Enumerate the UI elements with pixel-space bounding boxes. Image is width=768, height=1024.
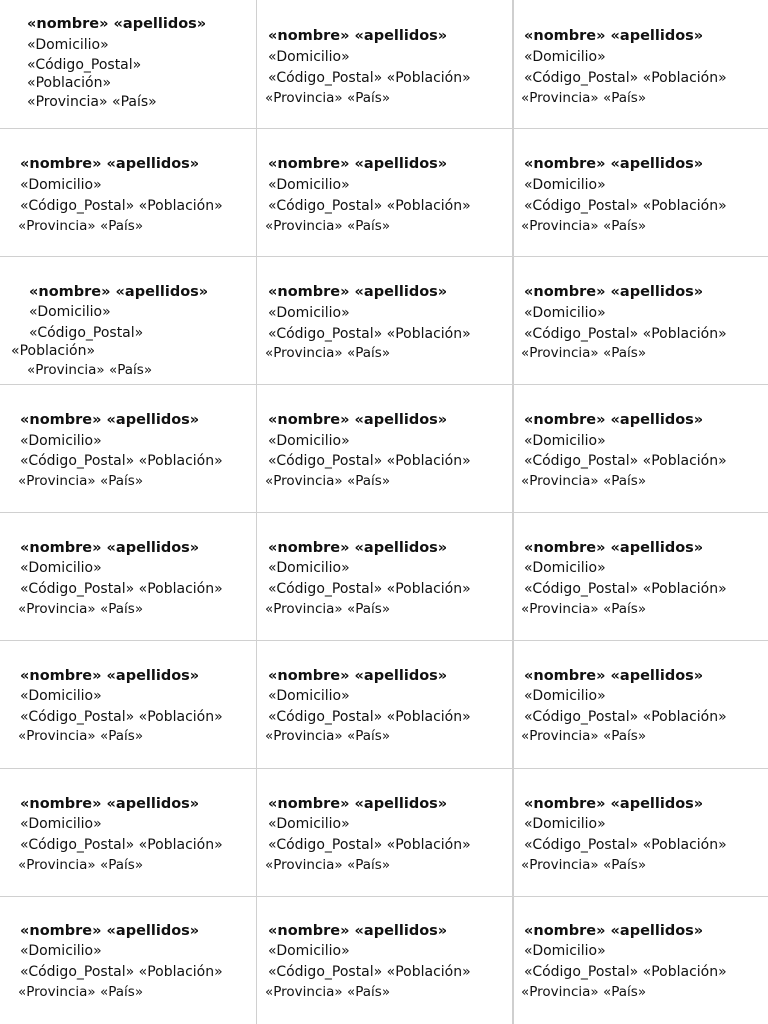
address-street: «Domicilio» [268,49,350,65]
recipient-name: «nombre» «apellidos» [524,412,704,428]
address-province-country: «Provincia» «País» [521,601,647,617]
address-street: «Domicilio» [268,688,350,704]
address-label [0,640,256,768]
address-postal-city: «Código_Postal» «Población» [20,837,223,853]
address-street: «Domicilio» [524,305,606,321]
address-label [0,512,256,640]
address-province-country: «Provincia» «País» [18,601,144,617]
address-street: «Domicilio» [20,688,102,704]
address-province-country: «Provincia» «País» [521,857,647,873]
recipient-name: «nombre» «apellidos» [29,284,209,300]
address-label [256,256,512,384]
address-city: «Población» [27,75,112,91]
address-label [0,0,256,128]
recipient-name: «nombre» «apellidos» [524,540,704,556]
address-label [512,640,768,768]
address-postal-city: «Código_Postal» «Población» [524,709,727,725]
address-street: «Domicilio» [29,304,111,320]
address-label [256,384,512,512]
address-postal-city: «Código_Postal» «Población» [268,837,471,853]
recipient-name: «nombre» «apellidos» [268,284,448,300]
address-province-country: «Provincia» «País» [265,473,391,489]
address-label [0,256,256,384]
recipient-name: «nombre» «apellidos» [524,923,704,939]
address-province-country: «Provincia» «País» [521,345,647,361]
address-province-country: «Provincia» «País» [18,218,144,234]
recipient-name: «nombre» «apellidos» [268,668,448,684]
address-postal-city: «Código_Postal» «Población» [524,198,727,214]
recipient-name: «nombre» «apellidos» [20,923,200,939]
address-province-country: «Provincia» «País» [265,857,391,873]
address-postal-city: «Código_Postal» «Población» [268,453,471,469]
address-street: «Domicilio» [524,688,606,704]
recipient-name: «nombre» «apellidos» [524,28,704,44]
address-street: «Domicilio» [268,305,350,321]
address-province-country: «Provincia» «País» [521,728,647,744]
recipient-name: «nombre» «apellidos» [20,668,200,684]
address-label [512,768,768,896]
address-postal-city: «Código_Postal» «Población» [20,964,223,980]
address-street: «Domicilio» [20,433,102,449]
address-street: «Domicilio» [524,49,606,65]
address-postal-city: «Código_Postal» «Población» [268,581,471,597]
address-postal-city: «Código_Postal» «Población» [268,709,471,725]
address-postal-city: «Código_Postal» «Población» [20,581,223,597]
address-street: «Domicilio» [268,433,350,449]
recipient-name: «nombre» «apellidos» [524,156,704,172]
address-street: «Domicilio» [20,560,102,576]
address-province-country: «Provincia» «País» [18,728,144,744]
address-label [512,256,768,384]
address-label [512,128,768,256]
address-province-country: «Provincia» «País» [265,601,391,617]
address-postal-city: «Código_Postal» «Población» [524,581,727,597]
address-postal-city: «Código_Postal» «Población» [20,453,223,469]
address-street: «Domicilio» [524,177,606,193]
address-province-country: «Provincia» «País» [18,857,144,873]
address-province-country: «Provincia» «País» [18,984,144,1000]
address-label [256,512,512,640]
address-street: «Domicilio» [268,816,350,832]
recipient-name: «nombre» «apellidos» [268,540,448,556]
address-postal-city: «Código_Postal» «Población» [20,709,223,725]
address-province-country: «Provincia» «País» [265,984,391,1000]
address-street: «Domicilio» [20,816,102,832]
recipient-name: «nombre» «apellidos» [20,412,200,428]
address-postal-code: «Código_Postal» [27,57,142,73]
address-label [256,768,512,896]
address-province-country: «Provincia» «País» [18,473,144,489]
address-postal-city: «Código_Postal» «Población» [524,837,727,853]
address-label [512,0,768,128]
address-street: «Domicilio» [268,943,350,959]
recipient-name: «nombre» «apellidos» [20,156,200,172]
address-label [512,512,768,640]
address-label [256,896,512,1024]
address-label [0,384,256,512]
address-postal-city: «Código_Postal» «Población» [524,70,727,86]
address-province-country: «Provincia» «País» [265,728,391,744]
address-label [0,896,256,1024]
address-label [256,0,512,128]
recipient-name: «nombre» «apellidos» [524,668,704,684]
recipient-name: «nombre» «apellidos» [268,156,448,172]
address-street: «Domicilio» [268,560,350,576]
address-province-country: «Provincia» «País» [521,473,647,489]
address-label [512,896,768,1024]
address-province-country: «Provincia» «País» [265,218,391,234]
address-province-country: «Provincia» «País» [265,90,391,106]
address-province-country: «Provincia» «País» [265,345,391,361]
address-street: «Domicilio» [524,816,606,832]
address-province-country: «Provincia» «País» [521,90,647,106]
address-label [256,640,512,768]
recipient-name: «nombre» «apellidos» [268,796,448,812]
address-street: «Domicilio» [268,177,350,193]
address-label [512,384,768,512]
address-street: «Domicilio» [524,433,606,449]
address-label [0,128,256,256]
address-street: «Domicilio» [27,37,109,53]
address-postal-city: «Código_Postal» «Población» [524,453,727,469]
recipient-name: «nombre» «apellidos» [20,796,200,812]
address-province-country: «Provincia» «País» [521,218,647,234]
address-province-country: «Provincia» «País» [27,362,153,378]
address-postal-city: «Código_Postal» «Población» [268,326,471,342]
address-label [256,128,512,256]
address-street: «Domicilio» [20,177,102,193]
address-postal-city: «Código_Postal» «Población» [268,964,471,980]
recipient-name: «nombre» «apellidos» [524,284,704,300]
address-province-country: «Provincia» «País» [27,94,157,110]
address-street: «Domicilio» [524,560,606,576]
address-label [0,768,256,896]
address-postal-city: «Código_Postal» «Población» [524,326,727,342]
address-postal-city: «Código_Postal» «Población» [20,198,223,214]
address-postal-city: «Código_Postal» «Población» [524,964,727,980]
address-province-country: «Provincia» «País» [521,984,647,1000]
address-postal-city: «Código_Postal» «Población» [268,198,471,214]
recipient-name: «nombre» «apellidos» [268,923,448,939]
address-street: «Domicilio» [20,943,102,959]
recipient-name: «nombre» «apellidos» [27,16,207,32]
recipient-name: «nombre» «apellidos» [524,796,704,812]
recipient-name: «nombre» «apellidos» [268,412,448,428]
address-postal-city: «Código_Postal» «Población» [268,70,471,86]
address-street: «Domicilio» [524,943,606,959]
address-postal-code: «Código_Postal» [29,325,144,341]
recipient-name: «nombre» «apellidos» [268,28,448,44]
address-city: «Población» [11,343,96,359]
recipient-name: «nombre» «apellidos» [20,540,200,556]
